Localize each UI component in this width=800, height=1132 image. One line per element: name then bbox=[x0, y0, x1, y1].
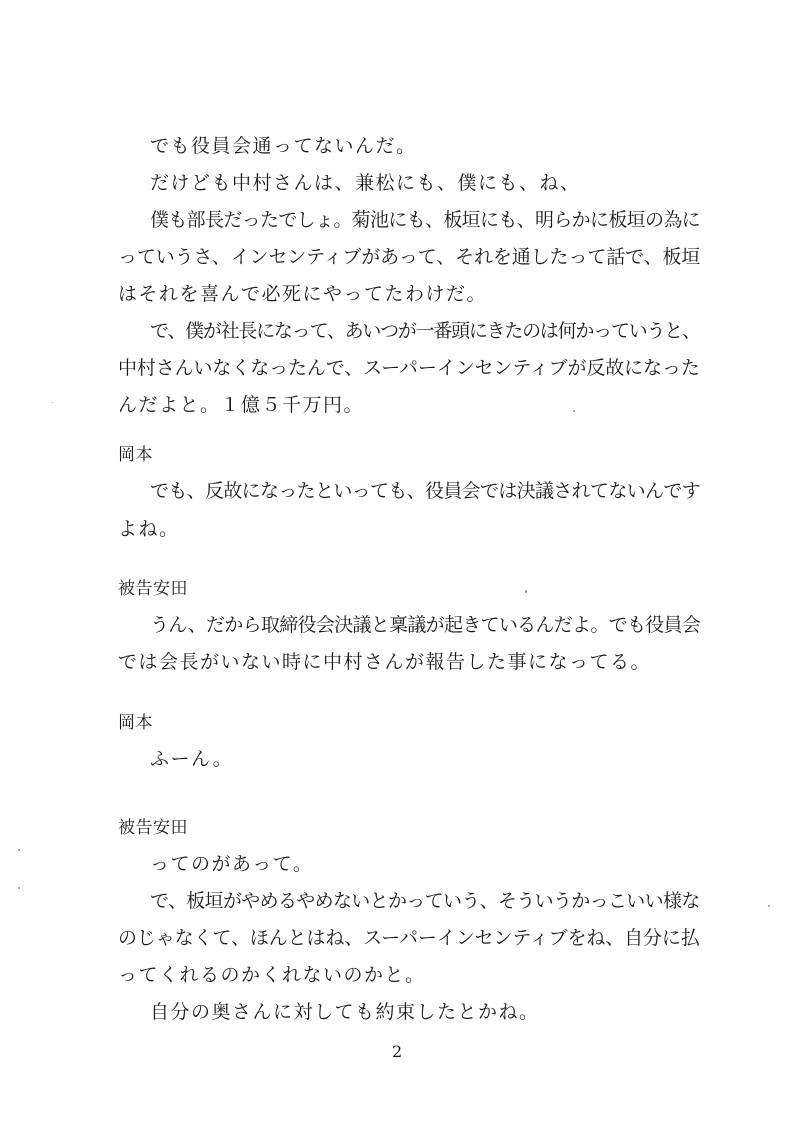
scan-speck bbox=[525, 590, 527, 593]
text-line: 自分の奥さんに対しても約束したとかね。 bbox=[150, 1001, 540, 1023]
speaker-label: 岡本 bbox=[118, 713, 153, 733]
text-line: 僕も部長だったでしょ。菊池にも、板垣にも、明らかに板垣の為に bbox=[150, 209, 701, 231]
text-line: よね。 bbox=[118, 518, 180, 540]
text-line: 中村さんいなくなったんで、スーパーインセンティブが反故になった bbox=[118, 357, 700, 379]
text-line: ふーん。 bbox=[150, 748, 234, 770]
page-number: 2 bbox=[392, 1042, 403, 1061]
scan-speck bbox=[573, 410, 575, 412]
text-line: はそれを喜んで必死にやってたわけだ。 bbox=[118, 283, 488, 305]
text-line: で、僕が社長になって、あいつが一番頭にきたのは何かっていうと、 bbox=[150, 320, 700, 342]
text-line: うん、だから取締役会決議と稟議が起きているんだよ。でも役員会 bbox=[150, 614, 701, 636]
scan-speck bbox=[18, 887, 20, 889]
text-line: んだよと。１億５千万円。 bbox=[118, 394, 365, 416]
text-line: だけども中村さんは、兼松にも、僕にも、ね、 bbox=[150, 172, 581, 194]
speaker-label: 被告安田 bbox=[118, 818, 188, 838]
text-line: では会長がいない時に中村さんが報告した事になってる。 bbox=[118, 651, 652, 673]
text-line: っていうさ、インセンティブがあって、それを通したって話で、板垣 bbox=[118, 246, 701, 268]
text-line: ってのがあって。 bbox=[150, 853, 314, 875]
speaker-label: 被告安田 bbox=[118, 579, 188, 599]
speaker-label: 岡本 bbox=[118, 445, 153, 465]
text-line: で、板垣がやめるやめないとかっていう、そういうかっこいい様な bbox=[150, 890, 700, 912]
text-line: でも、反故になったといっても、役員会では決議されてないんです bbox=[150, 480, 701, 502]
scan-speck bbox=[52, 402, 53, 403]
text-line: のじゃなくて、ほんとはね、スーパーインセンティブをね、自分に払 bbox=[118, 927, 700, 949]
scan-speck bbox=[768, 905, 770, 907]
text-line: でも役員会通ってないんだ。 bbox=[150, 135, 417, 157]
text-line: ってくれるのかくれないのかと。 bbox=[118, 964, 426, 986]
scan-speck bbox=[18, 849, 20, 851]
